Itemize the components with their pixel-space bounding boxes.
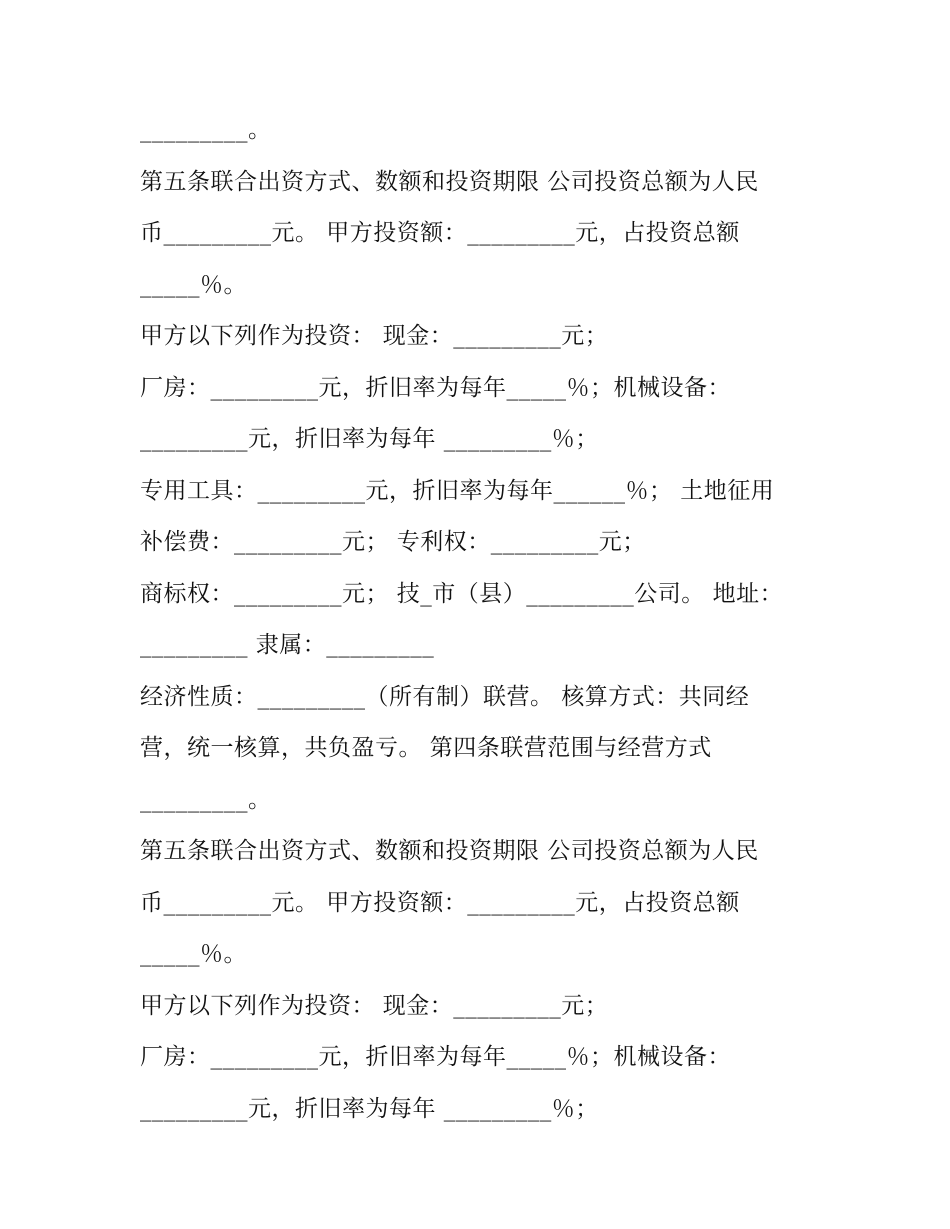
text-line: 第五条联合出资方式、数额和投资期限 公司投资总额为人民 bbox=[140, 838, 759, 864]
text-line: 甲方以下列作为投资： 现金：_________元； bbox=[140, 323, 609, 349]
text-line: 经济性质：_________（所有制）联营。 核算方式：共同经 bbox=[140, 683, 750, 710]
text-line: 商标权：_________元； 技_市（县）_________公司。 地址： bbox=[140, 580, 784, 607]
text-line: 第五条联合出资方式、数额和投资期限 公司投资总额为人民 bbox=[140, 168, 759, 195]
text-line: _________。 bbox=[140, 786, 272, 813]
text-line: _____％。 bbox=[140, 941, 247, 967]
text-line: _____％。 bbox=[140, 271, 247, 298]
text-line: 甲方以下列作为投资： 现金：_________元； bbox=[140, 992, 609, 1019]
text-line: _________元，折旧率为每年 _________％； bbox=[140, 426, 599, 452]
document-body bbox=[140, 105, 840, 1135]
text-line: 营，统一核算，共负盈亏。 第四条联营范围与经营方式 bbox=[140, 735, 712, 761]
text-line: _________。 bbox=[140, 117, 272, 143]
text-line: 厂房：_________元，折旧率为每年_____％；机械设备： bbox=[140, 374, 731, 401]
text-line: 补偿费：_________元； 专利权：_________元； bbox=[140, 529, 646, 555]
text-line: 币_________元。 甲方投资额：_________元，占投资总额 bbox=[140, 889, 740, 916]
text-line: 币_________元。 甲方投资额：_________元，占投资总额 bbox=[140, 220, 740, 246]
text-line: _________元，折旧率为每年 _________％； bbox=[140, 1095, 599, 1122]
text-line: 厂房：_________元，折旧率为每年_____％；机械设备： bbox=[140, 1044, 731, 1070]
text-line: _________ 隶属：_________ bbox=[140, 632, 435, 658]
text-line: 专用工具：_________元，折旧率为每年______％； 土地征用 bbox=[140, 477, 775, 504]
